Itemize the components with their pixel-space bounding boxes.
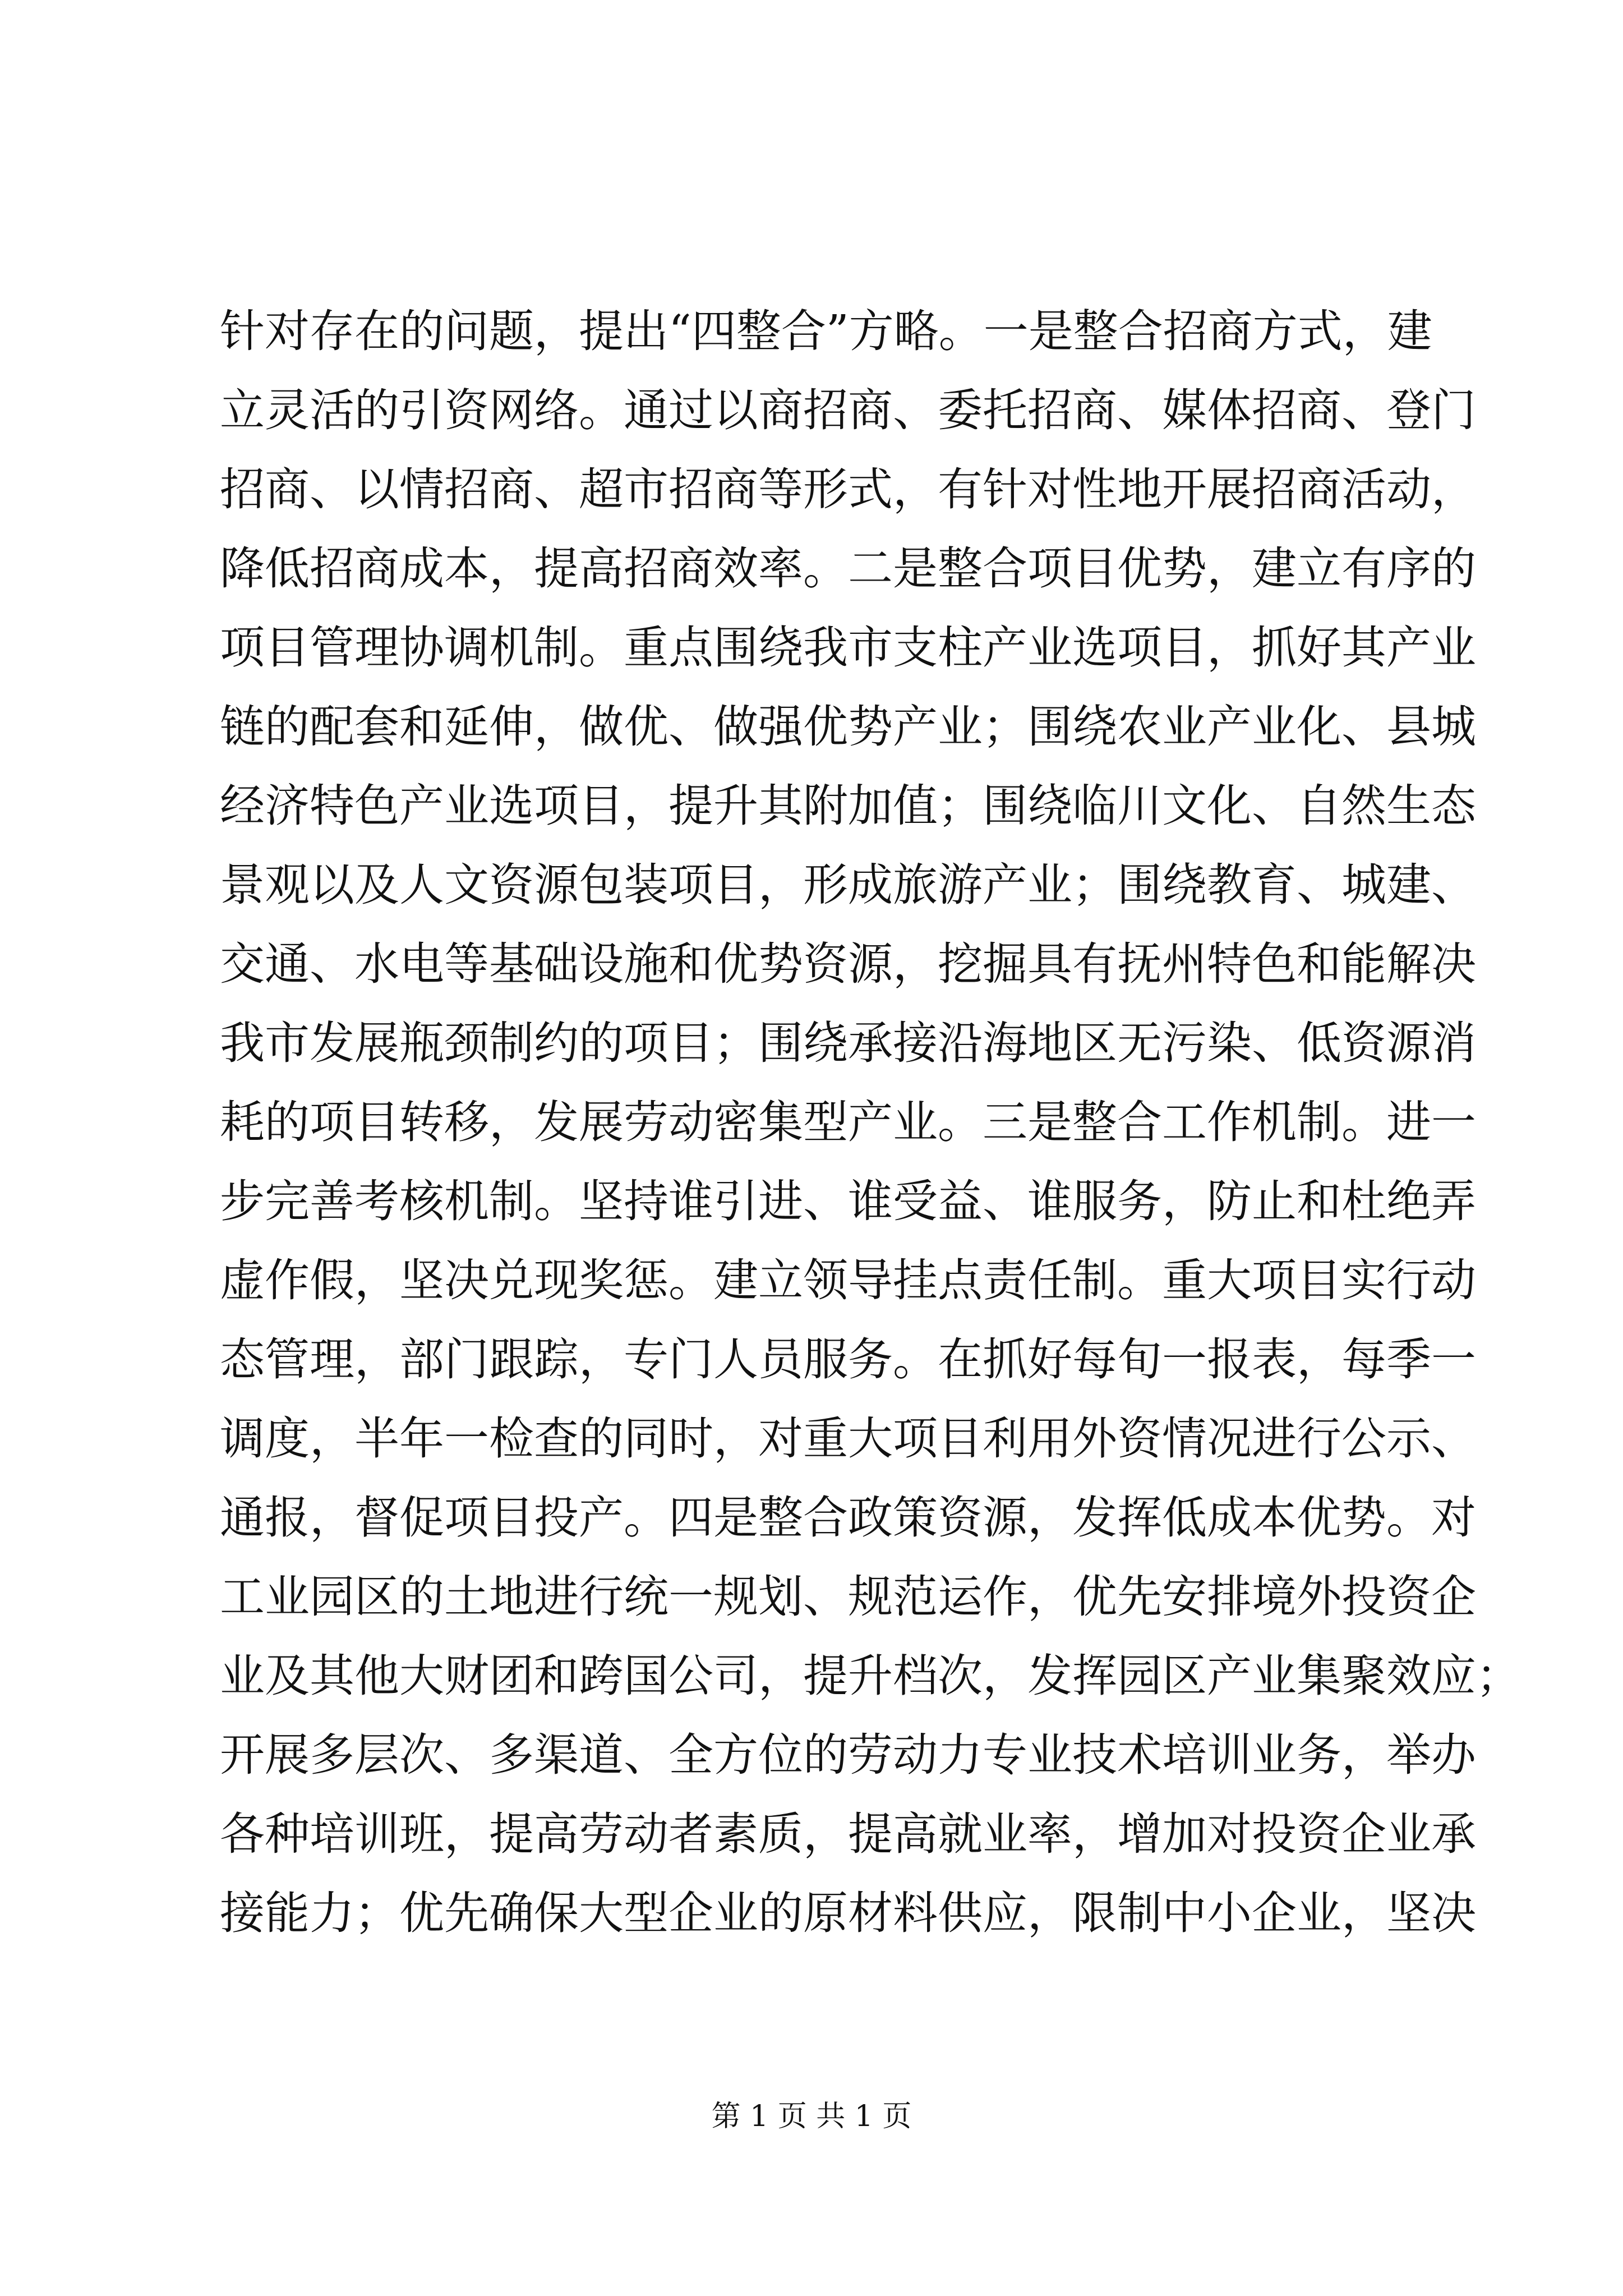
text-line: 各种培训班，提高劳动者素质，提高就业率，增加对投资企业承 xyxy=(220,1808,1476,1860)
text-line: 链的配套和延伸，做优、做强优势产业；围绕农业产业化、县城 xyxy=(220,701,1476,753)
text-line: 调度，半年一检查的同时，对重大项目利用外资情况进行公示、 xyxy=(220,1412,1476,1465)
text-line: 业及其他大财团和跨国公司，提升档次，发挥园区产业集聚效应； xyxy=(220,1650,1521,1702)
text-line: 接能力；优先确保大型企业的原材料供应，限制中小企业，坚决 xyxy=(220,1887,1476,1939)
text-line: 景观以及人文资源包装项目，形成旅游产业；围绕教育、城建、 xyxy=(220,859,1476,911)
text-line: 针对存在的问题，提出“四整合”方略。一是整合招商方式，建 xyxy=(220,305,1432,357)
text-line: 招商、以情招商、超市招商等形式，有针对性地开展招商活动， xyxy=(220,463,1476,516)
text-line: 态管理，部门跟踪，专门人员服务。在抓好每旬一报表，每季一 xyxy=(220,1333,1476,1386)
text-line: 项目管理协调机制。重点围绕我市支柱产业选项目，抓好其产业 xyxy=(220,622,1476,674)
text-line: 虚作假，坚决兑现奖惩。建立领导挂点责任制。重大项目实行动 xyxy=(220,1254,1476,1306)
text-line: 工业园区的土地进行统一规划、规范运作，优先安排境外投资企 xyxy=(220,1571,1476,1623)
text-line: 降低招商成本，提高招商效率。二是整合项目优势，建立有序的 xyxy=(220,542,1476,595)
body-paragraph xyxy=(220,292,1521,1953)
text-line: 我市发展瓶颈制约的项目；围绕承接沿海地区无污染、低资源消 xyxy=(220,1017,1476,1069)
text-line: 开展多层次、多渠道、全方位的劳动力专业技术培训业务，举办 xyxy=(220,1729,1476,1781)
text-line: 交通、水电等基础设施和优势资源，挖掘具有抚州特色和能解决 xyxy=(220,938,1476,990)
text-line: 步完善考核机制。坚持谁引进、谁受益、谁服务，防止和杜绝弄 xyxy=(220,1175,1476,1227)
text-line: 通报，督促项目投产。四是整合政策资源，发挥低成本优势。对 xyxy=(220,1492,1476,1544)
page-number-footer: 第 1 页 共 1 页 xyxy=(711,2100,912,2133)
text-line: 耗的项目转移，发展劳动密集型产业。三是整合工作机制。进一 xyxy=(220,1096,1476,1148)
text-line: 立灵活的引资网络。通过以商招商、委托招商、媒体招商、登门 xyxy=(220,384,1476,436)
text-line: 经济特色产业选项目，提升其附加值；围绕临川文化、自然生态 xyxy=(220,780,1476,832)
